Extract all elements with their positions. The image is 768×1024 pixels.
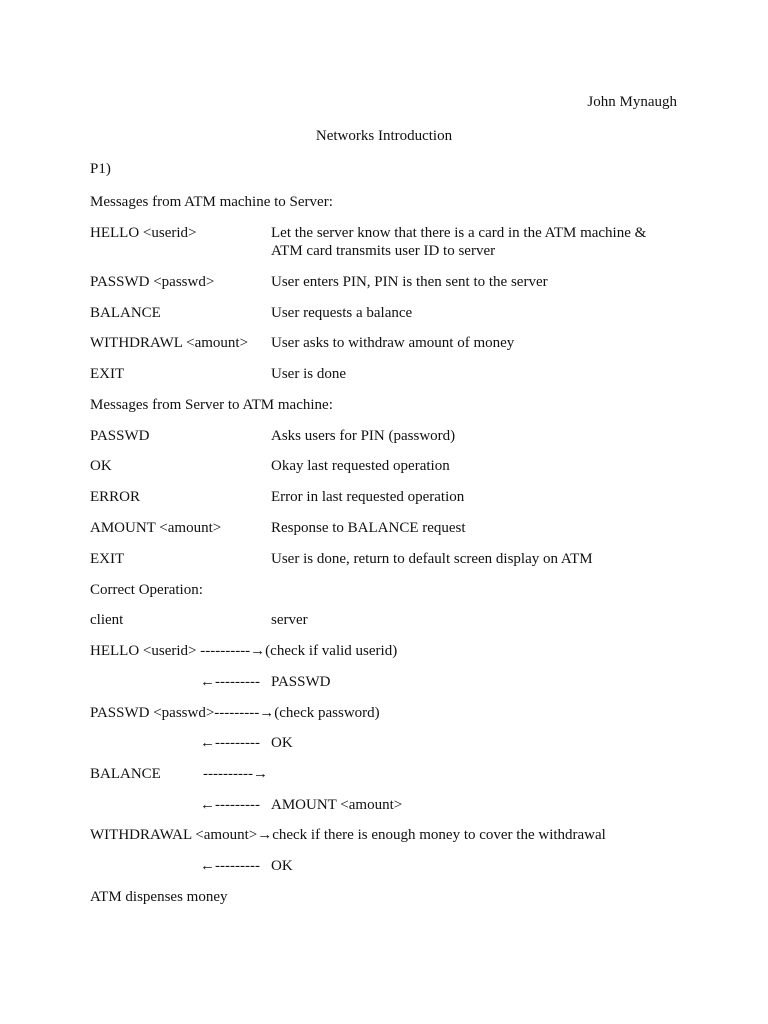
operation-step: HELLO <userid> ----------→(check if valid userid) [90,643,398,659]
message-description: Response to BALANCE request [271,520,466,536]
request-arrow: ----------→ [203,766,268,782]
return-arrow: ←--------- [200,735,260,751]
return-arrow: ←--------- [200,674,260,690]
server-reply: AMOUNT <amount> [271,797,403,813]
message-description: User is done [271,366,346,382]
server-reply: OK [271,735,293,751]
message-description: User asks to withdraw amount of money [271,335,515,351]
message-name: AMOUNT <amount> [90,520,222,536]
server-reply: OK [271,858,293,874]
section-label: P1) [90,161,111,177]
message-description: Error in last requested operation [271,489,465,505]
message-name: OK [90,458,112,474]
message-description: User is done, return to default screen display on ATM [271,551,593,567]
server-reply: PASSWD [271,674,331,690]
message-description: ATM card transmits user ID to server [271,243,496,259]
message-name: HELLO <userid> [90,225,197,241]
correct-operation-heading: Correct Operation: [90,582,203,598]
final-statement: ATM dispenses money [90,889,228,905]
page-title: Networks Introduction [315,128,453,144]
message-description: User requests a balance [271,305,413,321]
operation-step: WITHDRAWAL <amount>→check if there is enough money to cover the withdrawal [90,827,606,843]
client-label: client [90,612,124,628]
message-name: WITHDRAWL <amount> [90,335,249,351]
message-name: PASSWD <passwd> [90,274,215,290]
message-name: EXIT [90,551,125,567]
atm-to-server-heading: Messages from ATM machine to Server: [90,194,333,210]
message-description: Okay last requested operation [271,458,450,474]
message-name: EXIT [90,366,125,382]
message-name: BALANCE [90,305,161,321]
author-name: John Mynaugh [587,94,677,110]
return-arrow: ←--------- [200,797,260,813]
message-name: PASSWD [90,428,150,444]
message-description: Let the server know that there is a card in the ATM machine & [271,225,647,241]
operation-step: PASSWD <passwd>---------→(check password) [90,705,380,721]
server-to-atm-heading: Messages from Server to ATM machine: [90,397,333,413]
return-arrow: ←--------- [200,858,260,874]
operation-step: BALANCE [90,766,161,782]
message-name: ERROR [90,489,141,505]
server-label: server [271,612,308,628]
message-description: Asks users for PIN (password) [271,428,456,444]
message-description: User enters PIN, PIN is then sent to the server [271,274,548,290]
